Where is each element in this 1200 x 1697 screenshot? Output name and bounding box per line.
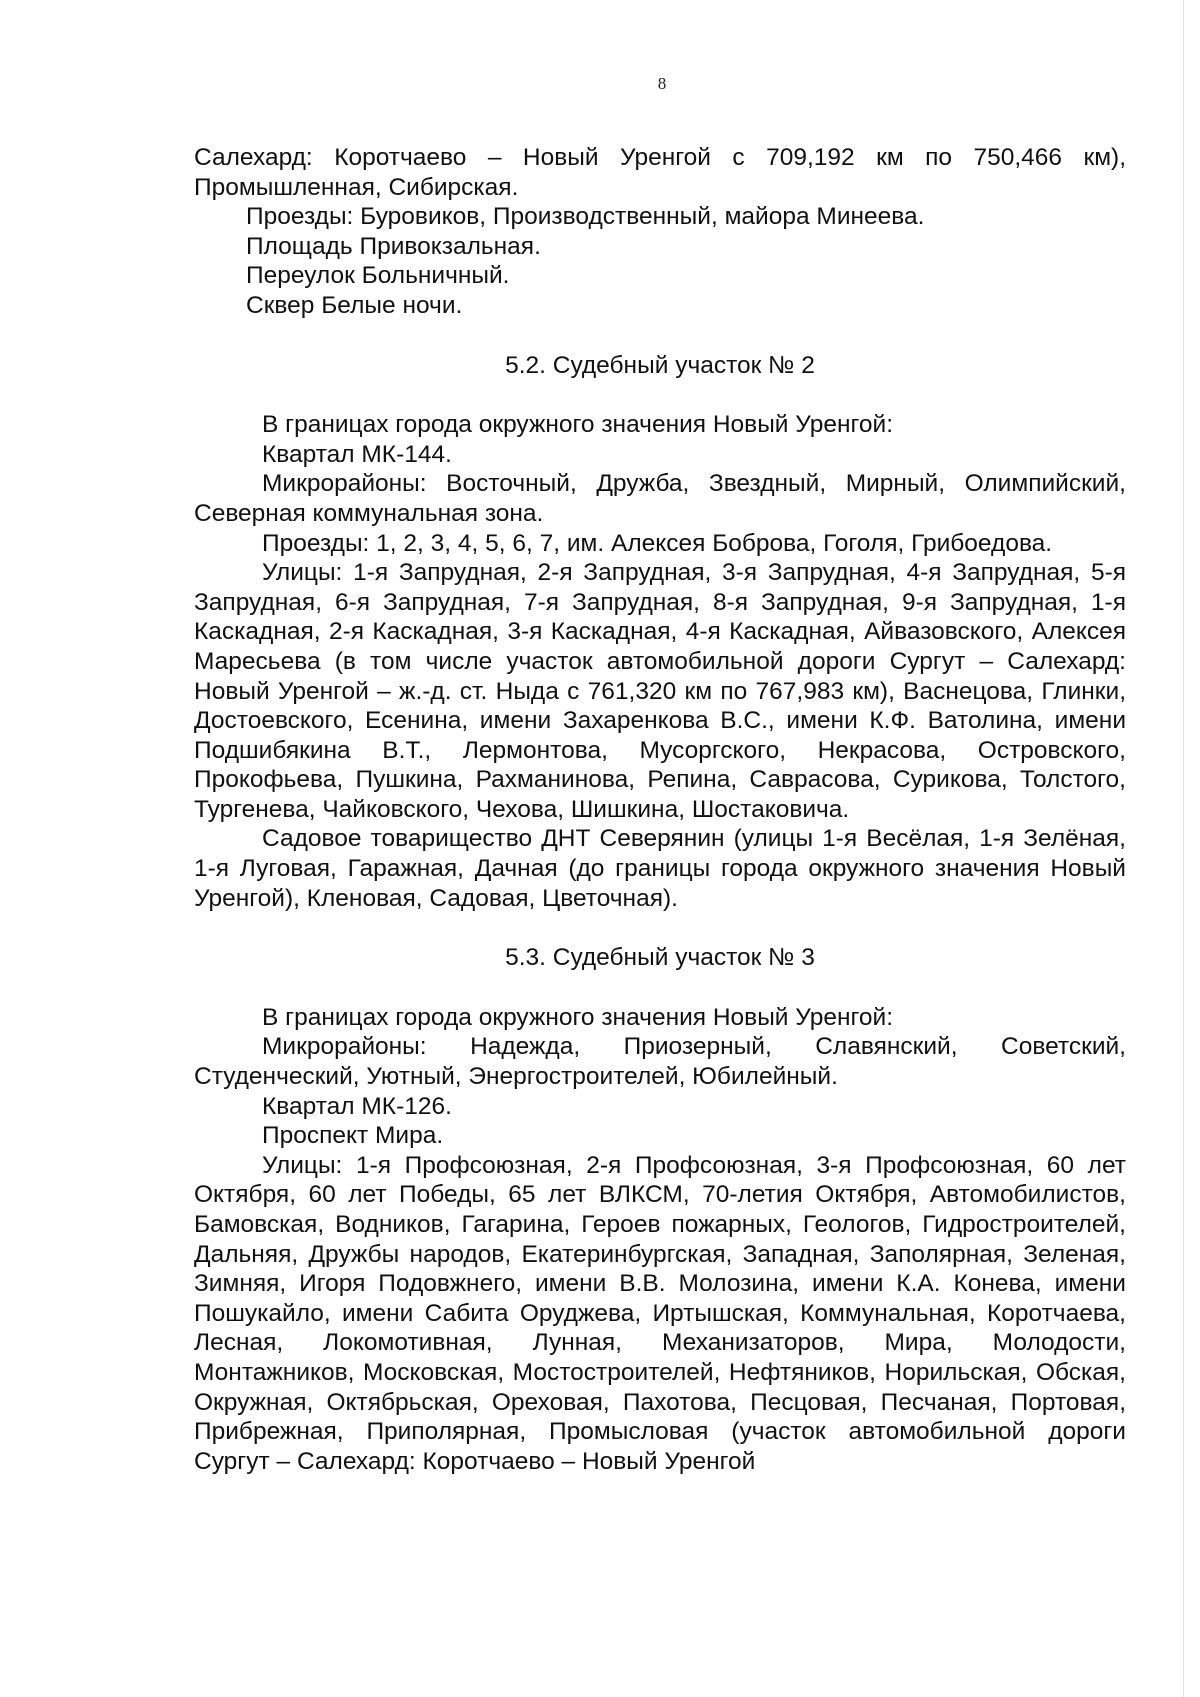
paragraph-s3-districts: Микрорайоны: Надежда, Приозерный, Славянский, Советский, Студенческий, Уютный, Энергостроителей, Юбилейный. [194, 1033, 1126, 1091]
page-number: 8 [657, 74, 667, 93]
paragraph-s3-avenue: Проспект Мира. [262, 1122, 444, 1150]
document-body [194, 143, 1126, 1476]
paragraph-s3-intro: В границах города окружного значения Новый Уренгой: [262, 1003, 894, 1031]
paragraph-park: Сквер Белые ночи. [246, 291, 463, 319]
page-edge-line [1183, 0, 1184, 1697]
paragraph-s2-quarter: Квартал МК-144. [262, 440, 452, 468]
paragraph-s2-passages: Проезды: 1, 2, 3, 4, 5, 6, 7, им. Алексея Боброва, Гоголя, Грибоедова. [262, 529, 1053, 557]
section-heading-2: 5.2. Судебный участок № 2 [505, 351, 815, 379]
paragraph-square: Площадь Привокзальная. [246, 232, 541, 260]
paragraph-s2-intro: В границах города окружного значения Новый Уренгой: [262, 411, 894, 439]
section-heading-3: 5.3. Судебный участок № 3 [505, 944, 815, 972]
paragraph-s2-streets: Улицы: 1-я Запрудная, 2-я Запрудная, 3-я Запрудная, 4-я Запрудная, 5-я Запрудная, 6-я Запрудная, 7-я Запрудная, 8-я Запрудная, 9-я Запрудная, 1-я Каскадная, 2-я Каскадная, 3-я Каскадная, 4-я Каскадная, Айвазовского, Алексея Маресьева (в том числе участок автомобильной дороги Сургут – Салехард: Новый Уренгой – ж.-д. ст. Ныда с 761,320 км по 767,983 км), Васнецова, Глинки, Достоевского, Есенина, имени Захаренкова В.С., имени К.Ф. Ватолина, имени Подшибякина В.Т., Лермонтова, Мусоргского, Некрасова, Островского, Прокофьева, Пушкина, Рахманинова, Репина, Саврасова, Сурикова, Толстого, Тургенева, Чайковского, Чехова, Шишкина, Шостаковича. [194, 559, 1126, 823]
paragraph-s3-quarter: Квартал МК-126. [262, 1092, 452, 1120]
paragraph-s2-districts: Микрорайоны: Восточный, Дружба, Звездный, Мирный, Олимпийский, Северная коммунальная зона. [194, 470, 1126, 527]
paragraph-s2-garden: Садовое товарищество ДНТ Северянин (улицы 1-я Весёлая, 1-я Зелёная, 1-я Луговая, Гаражная, Дачная (до границы города окружного значения Новый Уренгой), Кленовая, Садовая, Цветочная). [194, 825, 1126, 912]
paragraph-lane: Переулок Больничный. [246, 262, 510, 290]
paragraph-s3-streets: Улицы: 1-я Профсоюзная, 2-я Профсоюзная, 3-я Профсоюзная, 60 лет Октября, 60 лет Победы, 65 лет ВЛКСМ, 70-летия Октября, Автомобилистов, Бамовская, Водников, Гагарина, Героев пожарных, Геологов, Гидростроителей, Дальняя, Дружбы народов, Екатеринбургская, Западная, Заполярная, Зеленая, Зимняя, Игоря Подовжнего, имени В.В. Молозина, имени К.А. Конева, имени Пошукайло, имени Сабита Оруджева, Иртышская, Коммунальная, Коротчаева, Лесная, Локомотивная, Лунная, Механизаторов, Мира, Молодости, Монтажников, Московская, Мостостроителей, Нефтяников, Норильская, Обская, Окружная, Октябрьская, Ореховая, Пахотова, Песцовая, Песчаная, Портовая, Прибрежная, Приполярная, Промысловая (участок автомобильной дороги Сургут – Салехард: Коротчаево – Новый Уренгой [194, 1151, 1126, 1475]
paragraph-continuation: Салехард: Коротчаево – Новый Уренгой с 709,192 км по 750,466 км), Промышленная, Сибирская. [194, 144, 1126, 201]
paragraph-passages: Проезды: Буровиков, Производственный, майора Минеева. [246, 203, 925, 231]
